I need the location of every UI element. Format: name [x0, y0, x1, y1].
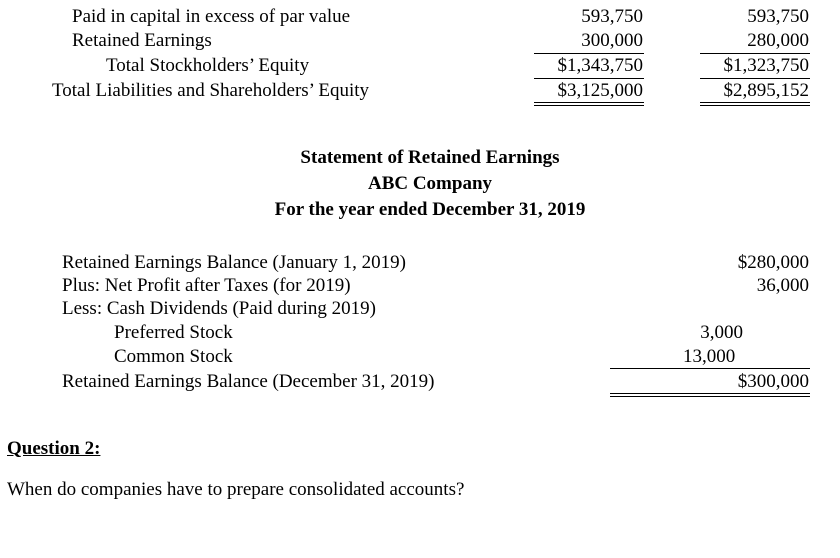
paid-in-capital-2019: 593,750	[581, 6, 643, 27]
total-equity-2018: $1,323,750	[723, 55, 809, 76]
opening-balance-value: $280,000	[737, 252, 809, 273]
closing-double-rule	[610, 393, 810, 397]
row-label-paid-in-capital: Paid in capital in excess of par value	[72, 6, 351, 27]
total-liabilities-equity-2018: $2,895,152	[723, 80, 809, 101]
dividends-heading: Less: Cash Dividends (Paid during 2019)	[62, 298, 377, 319]
row-label-retained-earnings: Retained Earnings	[72, 30, 212, 51]
retained-earnings-2018: 280,000	[747, 30, 809, 51]
retained-earnings-2019: 300,000	[581, 30, 643, 51]
net-profit-value: 36,000	[756, 275, 809, 296]
common-stock-value: 13,000	[683, 346, 736, 367]
total-rule-col2	[700, 78, 810, 79]
subtotal-rule-col1	[534, 53, 644, 54]
statement-period: For the year ended December 31, 2019	[274, 199, 586, 220]
question-text: When do companies have to prepare consolidated accounts?	[7, 479, 465, 500]
preferred-stock-label: Preferred Stock	[114, 322, 233, 343]
total-equity-2019: $1,343,750	[557, 55, 643, 76]
common-stock-label: Common Stock	[114, 346, 233, 367]
closing-balance-label: Retained Earnings Balance (December 31, 2019)	[62, 371, 435, 392]
grand-total-double-rule-col2	[700, 102, 810, 106]
question-heading: Question 2:	[7, 438, 101, 459]
company-name: ABC Company	[367, 173, 493, 194]
closing-balance-value: $300,000	[737, 371, 809, 392]
grand-total-double-rule-col1	[534, 102, 644, 106]
row-label-total-stockholders-equity: Total Stockholders’ Equity	[106, 55, 310, 76]
total-rule-col1	[534, 78, 644, 79]
total-liabilities-equity-2019: $3,125,000	[557, 80, 643, 101]
dividends-rule	[610, 368, 810, 369]
preferred-stock-value: 3,000	[700, 322, 743, 343]
opening-balance-label: Retained Earnings Balance (January 1, 2019)	[62, 252, 406, 273]
subtotal-rule-col2	[700, 53, 810, 54]
net-profit-label: Plus: Net Profit after Taxes (for 2019)	[62, 275, 351, 296]
statement-title: Statement of Retained Earnings	[300, 147, 560, 168]
row-label-total-liabilities-equity: Total Liabilities and Shareholders’ Equity	[52, 80, 370, 101]
paid-in-capital-2018: 593,750	[747, 6, 809, 27]
